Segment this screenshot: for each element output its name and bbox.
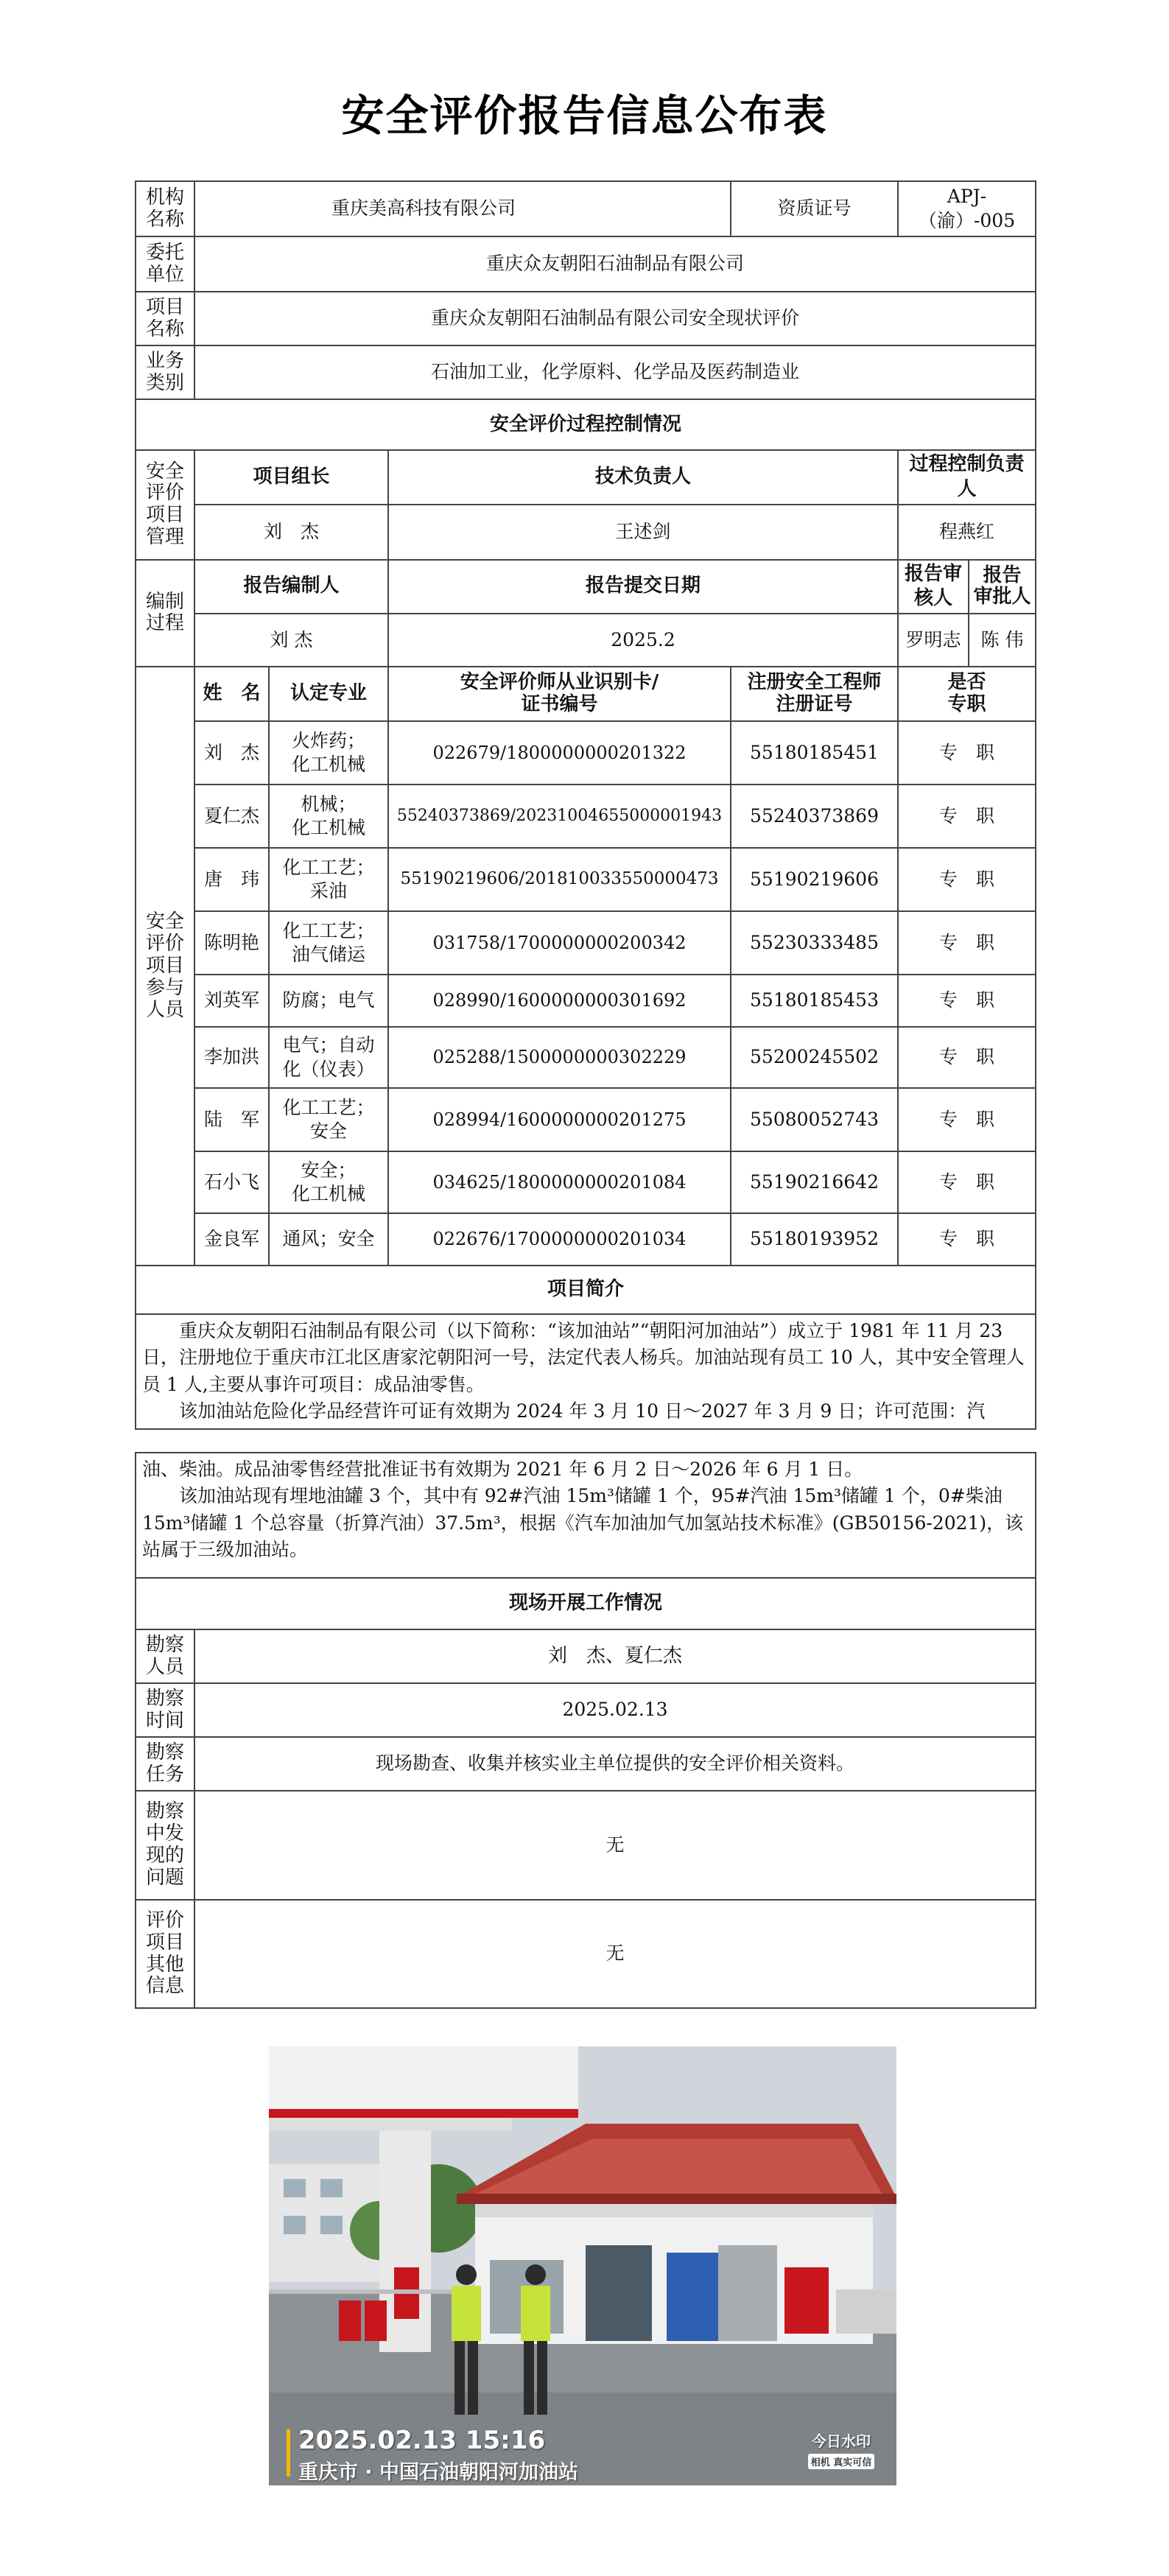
table-row [136, 1213, 1036, 1266]
intro-paragraph: 该加油站现有埋地油罐 3 个，其中有 92#汽油 15m³储罐 1 个，95#汽油 15m³储罐 1 个，0#柴油 15m³储罐 1 个总容量（折算汽油）37.5m³，根据《汽车加油加气加氢站技术标准》(GB50156-2021)，该站属于三级加油站。 [142, 1485, 1024, 1560]
mgmt-value-control: 程燕红 [898, 505, 1036, 560]
staff-reg: 55190216642 [731, 1151, 898, 1213]
task-label: 勘察 任务 [136, 1737, 194, 1791]
staff-major: 安全； 化工机械 [269, 1151, 388, 1213]
staff-fulltime: 专 职 [898, 1088, 1036, 1151]
staff-card: 55240373869/20231004655000001943 [388, 785, 731, 848]
staff-card: 028990/1600000000301692 [388, 975, 731, 1027]
staff-name: 夏仁杰 [194, 785, 269, 848]
staff-major: 机械； 化工机械 [269, 785, 388, 848]
compile-header-reviewer: 报告审核人 [898, 560, 969, 614]
staff-reg: 55230333485 [731, 911, 898, 975]
business-label: 业务 类别 [136, 345, 194, 399]
process-section-title: 安全评价过程控制情况 [136, 399, 1036, 450]
other-value: 无 [194, 1900, 1036, 2008]
staff-label: 安全 评价 项目 参与 人员 [136, 667, 194, 1266]
client-value: 重庆众友朝阳石油制品有限公司 [194, 236, 1036, 292]
staff-card: 025288/1500000000302229 [388, 1027, 731, 1088]
intro-paragraph: 该加油站危险化学品经营许可证有效期为 2024 年 3 月 10 日～2027 年 3 月 9 日；许可范围：汽 [179, 1400, 986, 1422]
photo-location: 重庆市 · 中国石油朝阳河加油站 [298, 2461, 579, 2484]
staff-reg: 55180185453 [731, 975, 898, 1027]
staff-card: 022676/1700000000201034 [388, 1213, 731, 1266]
intro-paragraph: 油、柴油。成品油零售经营批准证书有效期为 2021 年 6 月 2 日～2026 年 6 月 1 日。 [142, 1459, 863, 1480]
staff-major: 化工工艺； 采油 [269, 848, 388, 911]
staff-card: 034625/1800000000201084 [388, 1151, 731, 1213]
cert-value: APJ-（渝）-005 [898, 181, 1036, 236]
photo-timestamp: 2025.02.13 15:16 [298, 2426, 546, 2455]
staff-card: 031758/1700000000200342 [388, 911, 731, 975]
staff-fulltime: 专 职 [898, 721, 1036, 785]
task-value: 现场勘查、收集并核实业主单位提供的安全评价相关资料。 [194, 1737, 1036, 1791]
staff-fulltime: 专 职 [898, 1027, 1036, 1088]
intro-text-part2 [136, 1453, 1036, 1578]
compile-header-author: 报告编制人 [194, 560, 388, 614]
intro-paragraph: 重庆众友朝阳石油制品有限公司（以下简称：“该加油站”“朝阳河加油站”）成立于 1981 年 11 月 23 日，注册地位于重庆市江北区唐家沱朝阳河一号，法定代表人杨兵。加油站现有员工 10 人，其中安全管理人员 1 人,主要从事许可项目：成品油零售。 [142, 1320, 1025, 1395]
field-table [135, 1452, 1036, 2009]
staff-fulltime: 专 职 [898, 911, 1036, 975]
table-row [136, 1088, 1036, 1151]
staff-header-card: 安全评价师从业识别卡/ 证书编号 [388, 667, 731, 721]
mgmt-header-leader: 项目组长 [194, 450, 388, 505]
staff-major: 电气；自动 化（仪表） [269, 1027, 388, 1088]
cert-label: 资质证号 [731, 181, 898, 236]
watermark-tag: 相机 真实可信 [808, 2454, 875, 2469]
staff-header-fulltime: 是否 专职 [898, 667, 1036, 721]
compile-header-approver: 报告 审批人 [969, 560, 1036, 614]
staff-card: 022679/1800000000201322 [388, 721, 731, 785]
table-row [136, 911, 1036, 975]
staff-name: 陈明艳 [194, 911, 269, 975]
org-value: 重庆美高科技有限公司 [194, 181, 731, 236]
staff-reg: 55240373869 [731, 785, 898, 848]
staff-name: 李加洪 [194, 1027, 269, 1088]
watermark-logo [801, 2429, 882, 2469]
staff-card: 55190219606/201810033550000473 [388, 848, 731, 911]
other-label: 评价 项目 其他 信息 [136, 1900, 194, 2008]
timestamp-bar [287, 2429, 290, 2477]
business-value: 石油加工业，化学原料、化学品及医药制造业 [194, 345, 1036, 399]
staff-fulltime: 专 职 [898, 1151, 1036, 1213]
issues-value: 无 [194, 1791, 1036, 1900]
staff-fulltime: 专 职 [898, 975, 1036, 1027]
compile-header-date: 报告提交日期 [388, 560, 898, 614]
staff-fulltime: 专 职 [898, 848, 1036, 911]
staff-reg: 55190219606 [731, 848, 898, 911]
staff-fulltime: 专 职 [898, 1213, 1036, 1266]
staff-header-name: 姓 名 [194, 667, 269, 721]
staff-name: 石小飞 [194, 1151, 269, 1213]
staff-reg: 55180185451 [731, 721, 898, 785]
staff-reg: 55080052743 [731, 1088, 898, 1151]
staff-name: 刘英军 [194, 975, 269, 1027]
field-section-title: 现场开展工作情况 [136, 1578, 1036, 1629]
staff-name: 刘 杰 [194, 721, 269, 785]
table-row [136, 975, 1036, 1027]
table-row [136, 1027, 1036, 1088]
staff-name: 陆 军 [194, 1088, 269, 1151]
site-photo-scene [269, 2046, 896, 2485]
time-label: 勘察 时间 [136, 1683, 194, 1737]
staff-major: 通风；安全 [269, 1213, 388, 1266]
staff-header-reg: 注册安全工程师 注册证号 [731, 667, 898, 721]
info-table [135, 180, 1036, 1430]
staff-reg: 55180193952 [731, 1213, 898, 1266]
staff-major: 化工工艺； 油气储运 [269, 911, 388, 975]
staff-name: 金良军 [194, 1213, 269, 1266]
staff-major: 火炸药； 化工机械 [269, 721, 388, 785]
project-label: 项目 名称 [136, 292, 194, 345]
table-row [136, 848, 1036, 911]
compile-value-approver: 陈 伟 [969, 614, 1036, 667]
staff-name: 唐 玮 [194, 848, 269, 911]
table-row [136, 721, 1036, 785]
table-row [136, 785, 1036, 848]
site-photo [269, 2046, 896, 2485]
intro-section-title: 项目简介 [136, 1266, 1036, 1314]
org-label: 机构 名称 [136, 181, 194, 236]
time-value: 2025.02.13 [194, 1683, 1036, 1737]
staff-header-major: 认定专业 [269, 667, 388, 721]
staff-major: 化工工艺； 安全 [269, 1088, 388, 1151]
compile-value-reviewer: 罗明志 [898, 614, 969, 667]
compile-value-date: 2025.2 [388, 614, 898, 667]
project-value: 重庆众友朝阳石油制品有限公司安全现状评价 [194, 292, 1036, 345]
compile-value-author: 刘 杰 [194, 614, 388, 667]
watermark-text: 今日水印 [812, 2432, 871, 2450]
staff-reg: 55200245502 [731, 1027, 898, 1088]
staff-card: 028994/1600000000201275 [388, 1088, 731, 1151]
inspectors-label: 勘察 人员 [136, 1629, 194, 1683]
inspectors-value: 刘 杰、夏仁杰 [194, 1629, 1036, 1683]
staff-fulltime: 专 职 [898, 785, 1036, 848]
staff-major: 防腐；电气 [269, 975, 388, 1027]
compile-label: 编制 过程 [136, 560, 194, 667]
mgmt-header-control: 过程控制负责人 [898, 450, 1036, 505]
page-title: 安全评价报告信息公布表 [341, 91, 828, 141]
mgmt-label: 安全 评价 项目 管理 [136, 450, 194, 560]
mgmt-value-tech: 王述剑 [388, 505, 898, 560]
intro-text-part1 [136, 1314, 1036, 1429]
table-row [136, 1151, 1036, 1213]
mgmt-header-tech: 技术负责人 [388, 450, 898, 505]
mgmt-value-leader: 刘 杰 [194, 505, 388, 560]
client-label: 委托 单位 [136, 236, 194, 292]
issues-label: 勘察 中发 现的 问题 [136, 1791, 194, 1900]
